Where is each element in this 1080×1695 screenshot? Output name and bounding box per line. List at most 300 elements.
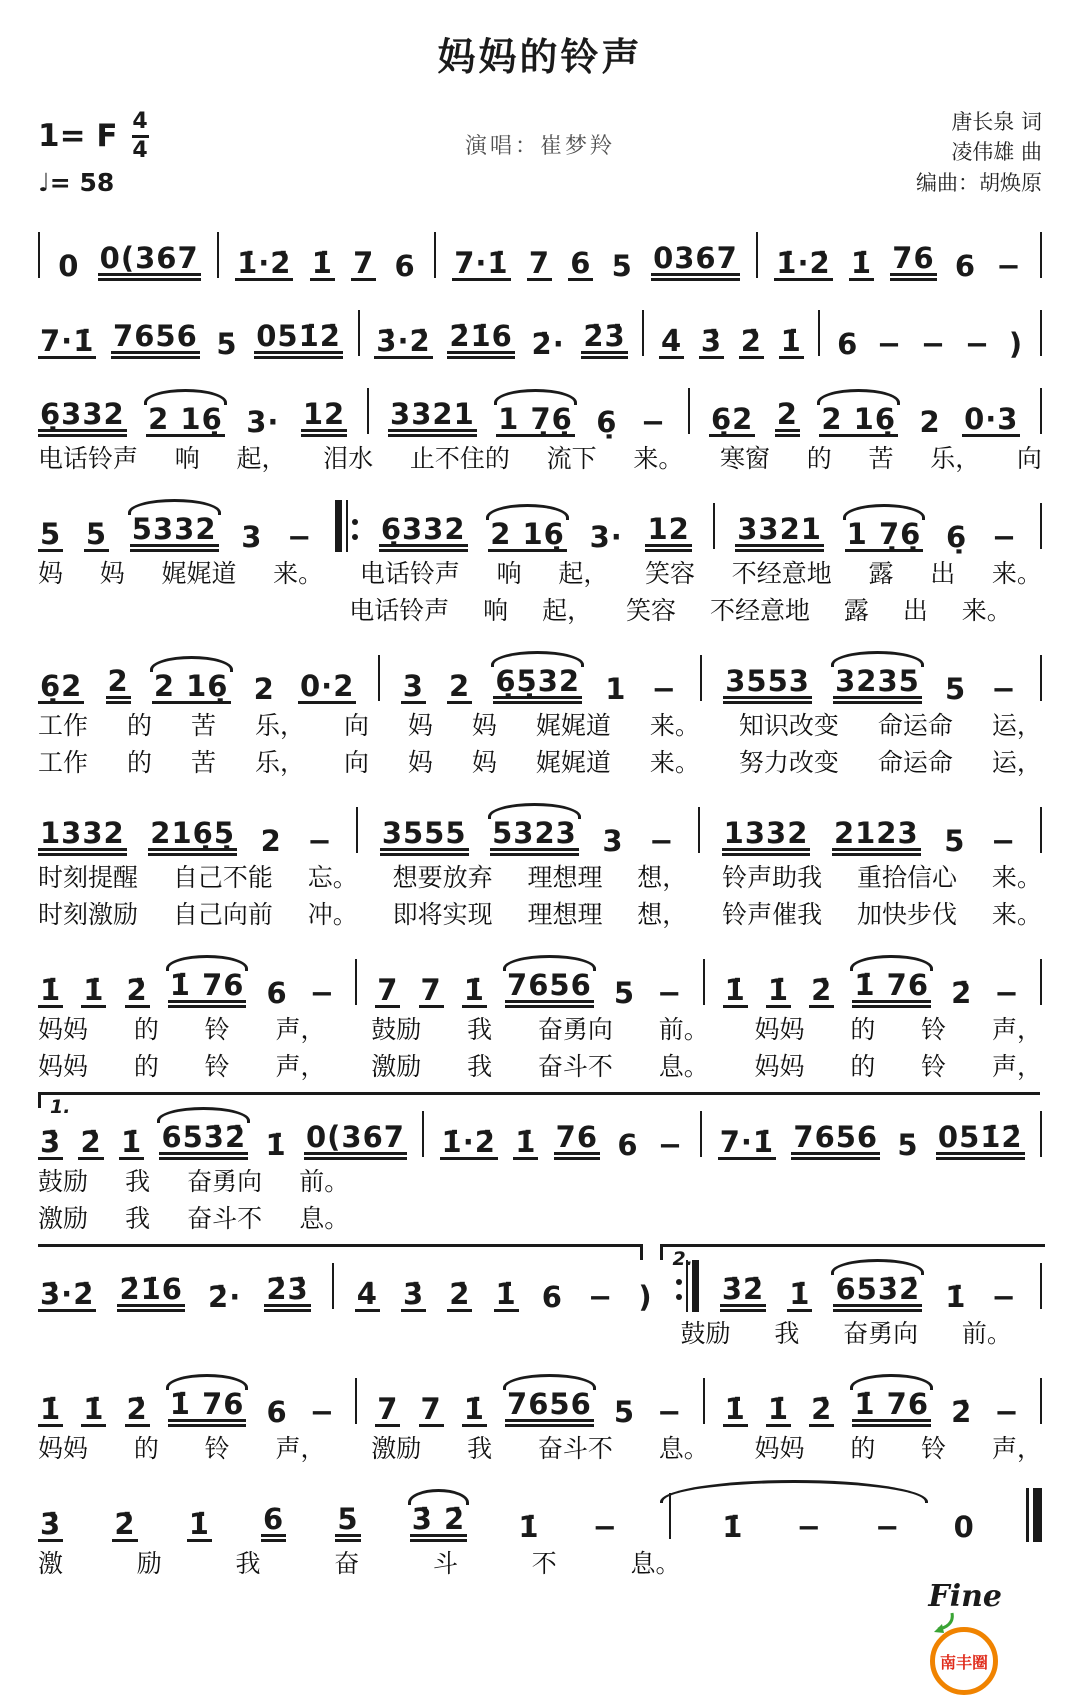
note-text: − — [991, 671, 1017, 706]
lyric-word: 的 — [133, 1015, 159, 1044]
note-token — [791, 1119, 880, 1160]
note-token — [952, 1509, 977, 1544]
note-text: 051̇2̇ — [936, 1122, 1025, 1160]
barline — [703, 1378, 705, 1424]
lyric-word: 奋斗不 — [537, 1434, 613, 1463]
lyric-word: 出 — [930, 559, 956, 588]
volta-label: 2. — [672, 1248, 693, 1270]
note-text: − — [588, 1279, 614, 1314]
note-text: 12 — [645, 514, 691, 552]
lyrics-line — [38, 711, 1042, 741]
note-text: 6 — [266, 975, 288, 1010]
note-text: 3235 — [833, 666, 922, 704]
watermark-text: 南丰圈 — [939, 1652, 988, 1672]
system-7 — [38, 942, 1042, 1082]
notes-row — [38, 223, 1042, 281]
note-token — [401, 1276, 426, 1312]
lyric-word: 息。 — [299, 1204, 350, 1233]
note-token — [505, 1386, 594, 1427]
lyric-word: 激励 — [371, 1434, 422, 1463]
note-token — [612, 975, 637, 1010]
note-token — [722, 815, 811, 856]
note-text: 5 — [85, 516, 108, 551]
notes-row — [38, 1254, 1042, 1312]
note-token — [298, 668, 356, 704]
note-token — [645, 511, 691, 552]
lyric-word: 响 — [174, 444, 200, 473]
lyric-word: 来。 — [649, 748, 700, 777]
lyric-word: 铃声催我 — [722, 900, 823, 929]
note-token — [168, 967, 247, 1008]
lyric-word: 响 — [496, 559, 522, 588]
lyric-word: 前。 — [658, 1015, 709, 1044]
note-token — [720, 1271, 766, 1312]
note-text: − — [640, 404, 667, 439]
note-text: 7656 — [111, 321, 200, 359]
note-text: 2̇3̇ — [264, 1274, 310, 1312]
barline — [38, 232, 40, 278]
note-token — [962, 401, 1020, 437]
note-token — [452, 245, 510, 281]
note-text: 1̇ — [463, 972, 485, 1007]
note-text: 4̇ — [356, 1276, 378, 1311]
lyric-word: 乐， — [930, 444, 981, 473]
note-token — [963, 326, 992, 361]
barline — [332, 1263, 334, 1309]
note-text: 6̣332 — [38, 399, 127, 437]
note-token — [591, 1509, 620, 1544]
note-token — [615, 1127, 640, 1162]
note-token — [447, 318, 515, 359]
lyric-word: 奋勇向 — [843, 1319, 919, 1348]
note-text: 1̇ — [850, 245, 873, 280]
note-token — [168, 1386, 247, 1427]
lyric-word: 励 — [136, 1549, 162, 1578]
note-token — [943, 671, 968, 706]
barline — [1040, 807, 1042, 853]
lyric-word: 妈妈 — [38, 1052, 89, 1081]
note-text: 1̇ 76 — [852, 1389, 931, 1427]
notes-row — [38, 494, 1042, 552]
lyric-word: 铃声助我 — [722, 863, 823, 892]
lyric-word: 知识改变 — [738, 711, 839, 740]
lyric-word: 的 — [133, 1434, 159, 1463]
lyric-word: 妈妈 — [754, 1052, 805, 1081]
note-text: 653̇2̇ — [159, 1122, 248, 1160]
note-token — [655, 1394, 684, 1429]
barline — [217, 232, 219, 278]
lyric-word: 命运命 — [877, 748, 953, 777]
note-token — [78, 1124, 103, 1160]
volta-bracket — [38, 1244, 643, 1260]
note-token — [112, 1506, 137, 1542]
note-token — [639, 404, 668, 439]
note-text: 2̇1̇6 — [447, 321, 515, 359]
note-token — [990, 1279, 1019, 1314]
note-token — [84, 516, 109, 552]
lyric-word: 奋斗不 — [537, 1052, 613, 1081]
note-text: 2̇3̇ — [581, 321, 627, 359]
note-token — [305, 823, 334, 858]
note-token — [38, 668, 84, 704]
lyrics-line — [349, 596, 1012, 626]
note-text: 2 — [260, 823, 282, 858]
note-token — [540, 1279, 565, 1314]
key-signature — [38, 111, 149, 162]
lyrics-line — [38, 1167, 349, 1197]
lyric-word: 不 — [531, 1549, 557, 1578]
note-token — [462, 972, 487, 1008]
note-text: − — [920, 326, 947, 361]
lyric-word: 时刻提醒 — [38, 863, 139, 892]
note-text: 3321 — [735, 514, 824, 552]
note-token — [787, 1276, 812, 1312]
tempo-value: = 58 — [49, 168, 115, 197]
fine-marking: Fine — [928, 1579, 1002, 1614]
note-text: 5 — [40, 516, 62, 551]
key-tempo-block — [38, 111, 149, 197]
note-token — [852, 1386, 931, 1427]
note-text: 3̇ 2̇ — [410, 1504, 467, 1542]
barline — [1040, 232, 1042, 278]
note-token — [38, 972, 63, 1008]
note-text: 0 — [953, 1509, 975, 1544]
note-token — [651, 240, 740, 281]
note-token — [81, 1391, 106, 1427]
note-text: 6 — [837, 326, 859, 361]
system-2 — [38, 293, 1042, 359]
lyric-word: 声， — [991, 1015, 1042, 1044]
note-text: 1̇ 76 — [168, 970, 247, 1008]
lyric-word: 起， — [236, 444, 287, 473]
lyric-word: 声， — [275, 1434, 326, 1463]
lyrics-line — [38, 1434, 1042, 1464]
note-text: 2 — [106, 666, 131, 704]
repeat-start-barline — [335, 500, 358, 552]
lyric-word: 激励 — [371, 1052, 422, 1081]
note-token — [647, 823, 676, 858]
page-footer — [38, 1553, 1042, 1672]
note-text: 7·1̇ — [719, 1124, 775, 1159]
note-token — [206, 1279, 243, 1314]
note-token — [379, 511, 468, 552]
note-token — [462, 1391, 487, 1427]
repeat-dots — [676, 1279, 682, 1300]
lyric-word: 妈妈 — [38, 1434, 89, 1463]
note-token — [388, 396, 477, 437]
notes-row — [38, 379, 1042, 437]
note-text: 1̇ — [120, 1124, 143, 1159]
notes-row — [38, 646, 1042, 704]
barline — [713, 503, 715, 549]
note-token — [513, 1124, 538, 1160]
lyric-word: 笑容 — [626, 596, 677, 625]
tempo-marking — [38, 168, 149, 197]
note-text: 1̇·2̇ — [441, 1124, 496, 1159]
note-token — [554, 1119, 600, 1160]
barline — [703, 959, 705, 1005]
lyric-word: 的 — [850, 1434, 876, 1463]
lyric-word: 斗 — [433, 1549, 459, 1578]
note-token — [992, 975, 1021, 1010]
lyric-word: 娓娓道 — [161, 559, 237, 588]
barline — [1040, 1111, 1042, 1157]
lyric-word: 铃 — [921, 1052, 947, 1081]
note-text: 2̇ — [126, 1391, 148, 1426]
lyric-word: 息。 — [658, 1052, 709, 1081]
lyric-word: 的 — [126, 748, 152, 777]
barline — [434, 232, 436, 278]
note-token — [410, 1501, 467, 1542]
note-token — [261, 1501, 286, 1542]
note-text: − — [592, 1509, 618, 1544]
note-text: 5332 — [130, 514, 219, 552]
note-text: − — [994, 975, 1020, 1010]
note-text: 7656 — [505, 970, 594, 1008]
lyric-word: 电话铃声 — [349, 596, 450, 625]
note-token — [148, 815, 237, 856]
note-token — [989, 823, 1018, 858]
note-text: 2 — [775, 399, 800, 437]
system-5 — [38, 638, 1042, 778]
final-barline — [1026, 1488, 1042, 1542]
note-token — [655, 975, 684, 1010]
note-text: 3553 — [723, 666, 812, 704]
note-text: 2̇ — [126, 972, 148, 1007]
lyric-word: 即将实现 — [392, 900, 493, 929]
note-token — [259, 823, 284, 858]
note-text: 12 — [301, 399, 347, 437]
note-text: 2̇ — [740, 323, 762, 358]
note-token — [875, 326, 904, 361]
note-token — [833, 1271, 922, 1312]
watermark-logo — [930, 1627, 998, 1695]
lyrics-line — [38, 863, 1042, 893]
lyric-word: 我 — [125, 1204, 151, 1233]
notes-row — [38, 1369, 1042, 1427]
lyric-word: 时刻激励 — [38, 900, 139, 929]
lyric-word: 向 — [1016, 444, 1042, 473]
volta-bracket — [660, 1244, 1045, 1270]
note-text: 1332 — [38, 818, 127, 856]
note-token — [845, 516, 924, 552]
lyric-word: 想要放弃 — [392, 863, 493, 892]
barline — [1040, 959, 1042, 1005]
lyric-word: 苦 — [190, 748, 216, 777]
lyric-word: 妈妈 — [38, 1015, 89, 1044]
note-token — [610, 248, 635, 283]
note-text: − — [309, 975, 336, 1010]
note-token — [530, 326, 567, 361]
note-token — [285, 519, 314, 554]
barline — [367, 388, 369, 434]
note-token — [375, 1391, 400, 1427]
barline — [355, 959, 357, 1005]
lyrics-line — [38, 444, 1042, 474]
note-text: 5 — [897, 1127, 919, 1162]
system-4 — [38, 486, 1042, 626]
lyric-word: 工作 — [38, 748, 89, 777]
lyric-word: 流下 — [546, 444, 597, 473]
note-text: 1̇·2̇ — [776, 245, 831, 280]
note-text: − — [994, 1394, 1020, 1429]
note-text: 1̇ — [40, 1391, 62, 1426]
lyric-word: 起， — [558, 559, 609, 588]
lyric-word: 铃 — [921, 1434, 947, 1463]
note-text: 1̇·2̇ — [237, 245, 292, 280]
barline — [700, 655, 702, 701]
note-token — [994, 248, 1023, 283]
lyric-word: 苦 — [190, 711, 216, 740]
lyric-word: 寒窗 — [720, 444, 771, 473]
note-text: − — [964, 326, 991, 361]
note-token — [38, 815, 127, 856]
note-token — [119, 1124, 144, 1160]
note-text: 1̇ 76 — [852, 970, 931, 1008]
lyric-word: 奋勇向 — [187, 1167, 263, 1196]
note-token — [890, 240, 936, 281]
note-token — [739, 323, 764, 359]
note-token — [419, 972, 444, 1008]
time-signature — [132, 111, 149, 162]
note-token — [98, 240, 201, 281]
lyric-word: 向 — [343, 711, 369, 740]
note-text: 2 16̣ — [153, 668, 229, 703]
note-text: 6 — [266, 1394, 288, 1429]
lyric-word: 加快步伐 — [857, 900, 958, 929]
note-token — [942, 823, 967, 858]
notes-row — [38, 798, 1042, 856]
lyric-word: 的 — [133, 1052, 159, 1081]
note-text: 5 — [613, 975, 636, 1010]
lyric-word: 我 — [467, 1015, 493, 1044]
lyric-word: 鼓励 — [680, 1319, 731, 1348]
note-token — [38, 1506, 63, 1542]
note-text: 1̇ — [463, 1391, 485, 1426]
note-text: 1̇ — [945, 1279, 967, 1314]
lyric-word: 向 — [343, 748, 369, 777]
note-token — [581, 318, 627, 359]
lyric-word: 命运命 — [877, 711, 953, 740]
note-token — [586, 1279, 615, 1314]
note-text: 0 — [58, 248, 80, 283]
note-text: 1̇ — [40, 972, 62, 1007]
arranger-credit: 编曲：胡焕原 — [916, 170, 1042, 195]
note-token — [152, 668, 231, 704]
lyric-word: 我 — [125, 1167, 151, 1196]
note-text: ) — [1008, 326, 1024, 361]
note-text: − — [996, 248, 1022, 283]
note-text: 6 — [394, 248, 416, 283]
note-token — [38, 323, 96, 359]
lyric-word: 奋 — [334, 1549, 360, 1578]
note-text: 7 — [353, 245, 375, 280]
note-token — [775, 396, 800, 437]
system-6 — [38, 790, 1042, 930]
note-text: − — [649, 823, 675, 858]
lyric-word: 妈 — [407, 748, 433, 777]
note-text: 6̣332 — [379, 514, 468, 552]
note-token — [603, 671, 628, 706]
note-token — [917, 404, 942, 439]
lyric-word: 泪水 — [323, 444, 374, 473]
note-token — [496, 401, 575, 437]
note-token — [949, 975, 974, 1010]
barline — [1040, 655, 1042, 701]
note-token — [612, 1394, 637, 1429]
note-text: 3̇·2̇ — [376, 323, 431, 358]
note-text: 1̇ — [767, 972, 790, 1007]
lyric-word: 露 — [868, 559, 894, 588]
meter-denominator: 4 — [132, 138, 148, 163]
note-text: 653̇2̇ — [833, 1274, 922, 1312]
note-text: 5 — [613, 1394, 636, 1429]
note-text: 0·2 — [300, 668, 355, 703]
note-text: 2̇ — [811, 972, 833, 1007]
lyric-word: 来。 — [633, 444, 684, 473]
lyrics-line — [38, 559, 1042, 589]
score — [38, 215, 1042, 1579]
note-text: − — [657, 1127, 684, 1162]
barline — [358, 310, 360, 356]
barline — [688, 388, 690, 434]
note-text: 3· — [589, 519, 623, 554]
lyric-word: 前。 — [961, 1319, 1012, 1348]
note-text: 2 — [449, 668, 471, 703]
lyric-word: 激励 — [38, 1204, 89, 1233]
lyric-word: 露 — [843, 596, 869, 625]
note-text: 7 — [377, 1391, 399, 1426]
lyric-word: 鼓励 — [38, 1167, 89, 1196]
note-token — [723, 663, 812, 704]
note-text: 051̇2̇ — [254, 321, 343, 359]
barline — [818, 310, 820, 356]
lyric-word: 努力改变 — [738, 748, 839, 777]
note-text: 1̇ — [515, 1124, 537, 1159]
song-title: 妈妈的铃声 — [437, 35, 643, 79]
note-token — [494, 1276, 519, 1312]
note-token — [735, 511, 824, 552]
note-text: 7·1̇ — [454, 245, 509, 280]
note-token — [117, 1271, 185, 1312]
volta-bracket — [38, 1092, 1040, 1118]
note-token — [419, 1391, 444, 1427]
note-text: 3̇2̇ — [720, 1274, 766, 1312]
lyric-word: 息。 — [658, 1434, 709, 1463]
note-text: 2̇ — [449, 1276, 471, 1311]
note-text: 2̇· — [531, 326, 565, 361]
lyric-word: 电话铃声 — [38, 444, 139, 473]
meter-numerator: 4 — [132, 109, 148, 134]
note-token — [301, 396, 347, 437]
note-token — [38, 1391, 63, 1427]
lyric-word: 妈妈 — [754, 1434, 805, 1463]
lyric-word: 笑容 — [645, 559, 696, 588]
note-text: 1 7̣6̣ — [846, 516, 922, 551]
barline — [1040, 503, 1042, 549]
lyric-word: 理想理 — [527, 863, 603, 892]
lyric-word: 我 — [467, 1052, 493, 1081]
note-token — [310, 245, 335, 281]
note-token — [265, 1394, 290, 1429]
note-text: 3 — [402, 668, 424, 703]
note-token — [38, 516, 63, 552]
note-token — [659, 323, 684, 359]
note-text: − — [991, 1279, 1017, 1314]
lyric-word: 娓娓道 — [535, 711, 611, 740]
note-token — [943, 1279, 968, 1314]
lyricist-credit: 唐长泉 词 — [951, 110, 1042, 134]
